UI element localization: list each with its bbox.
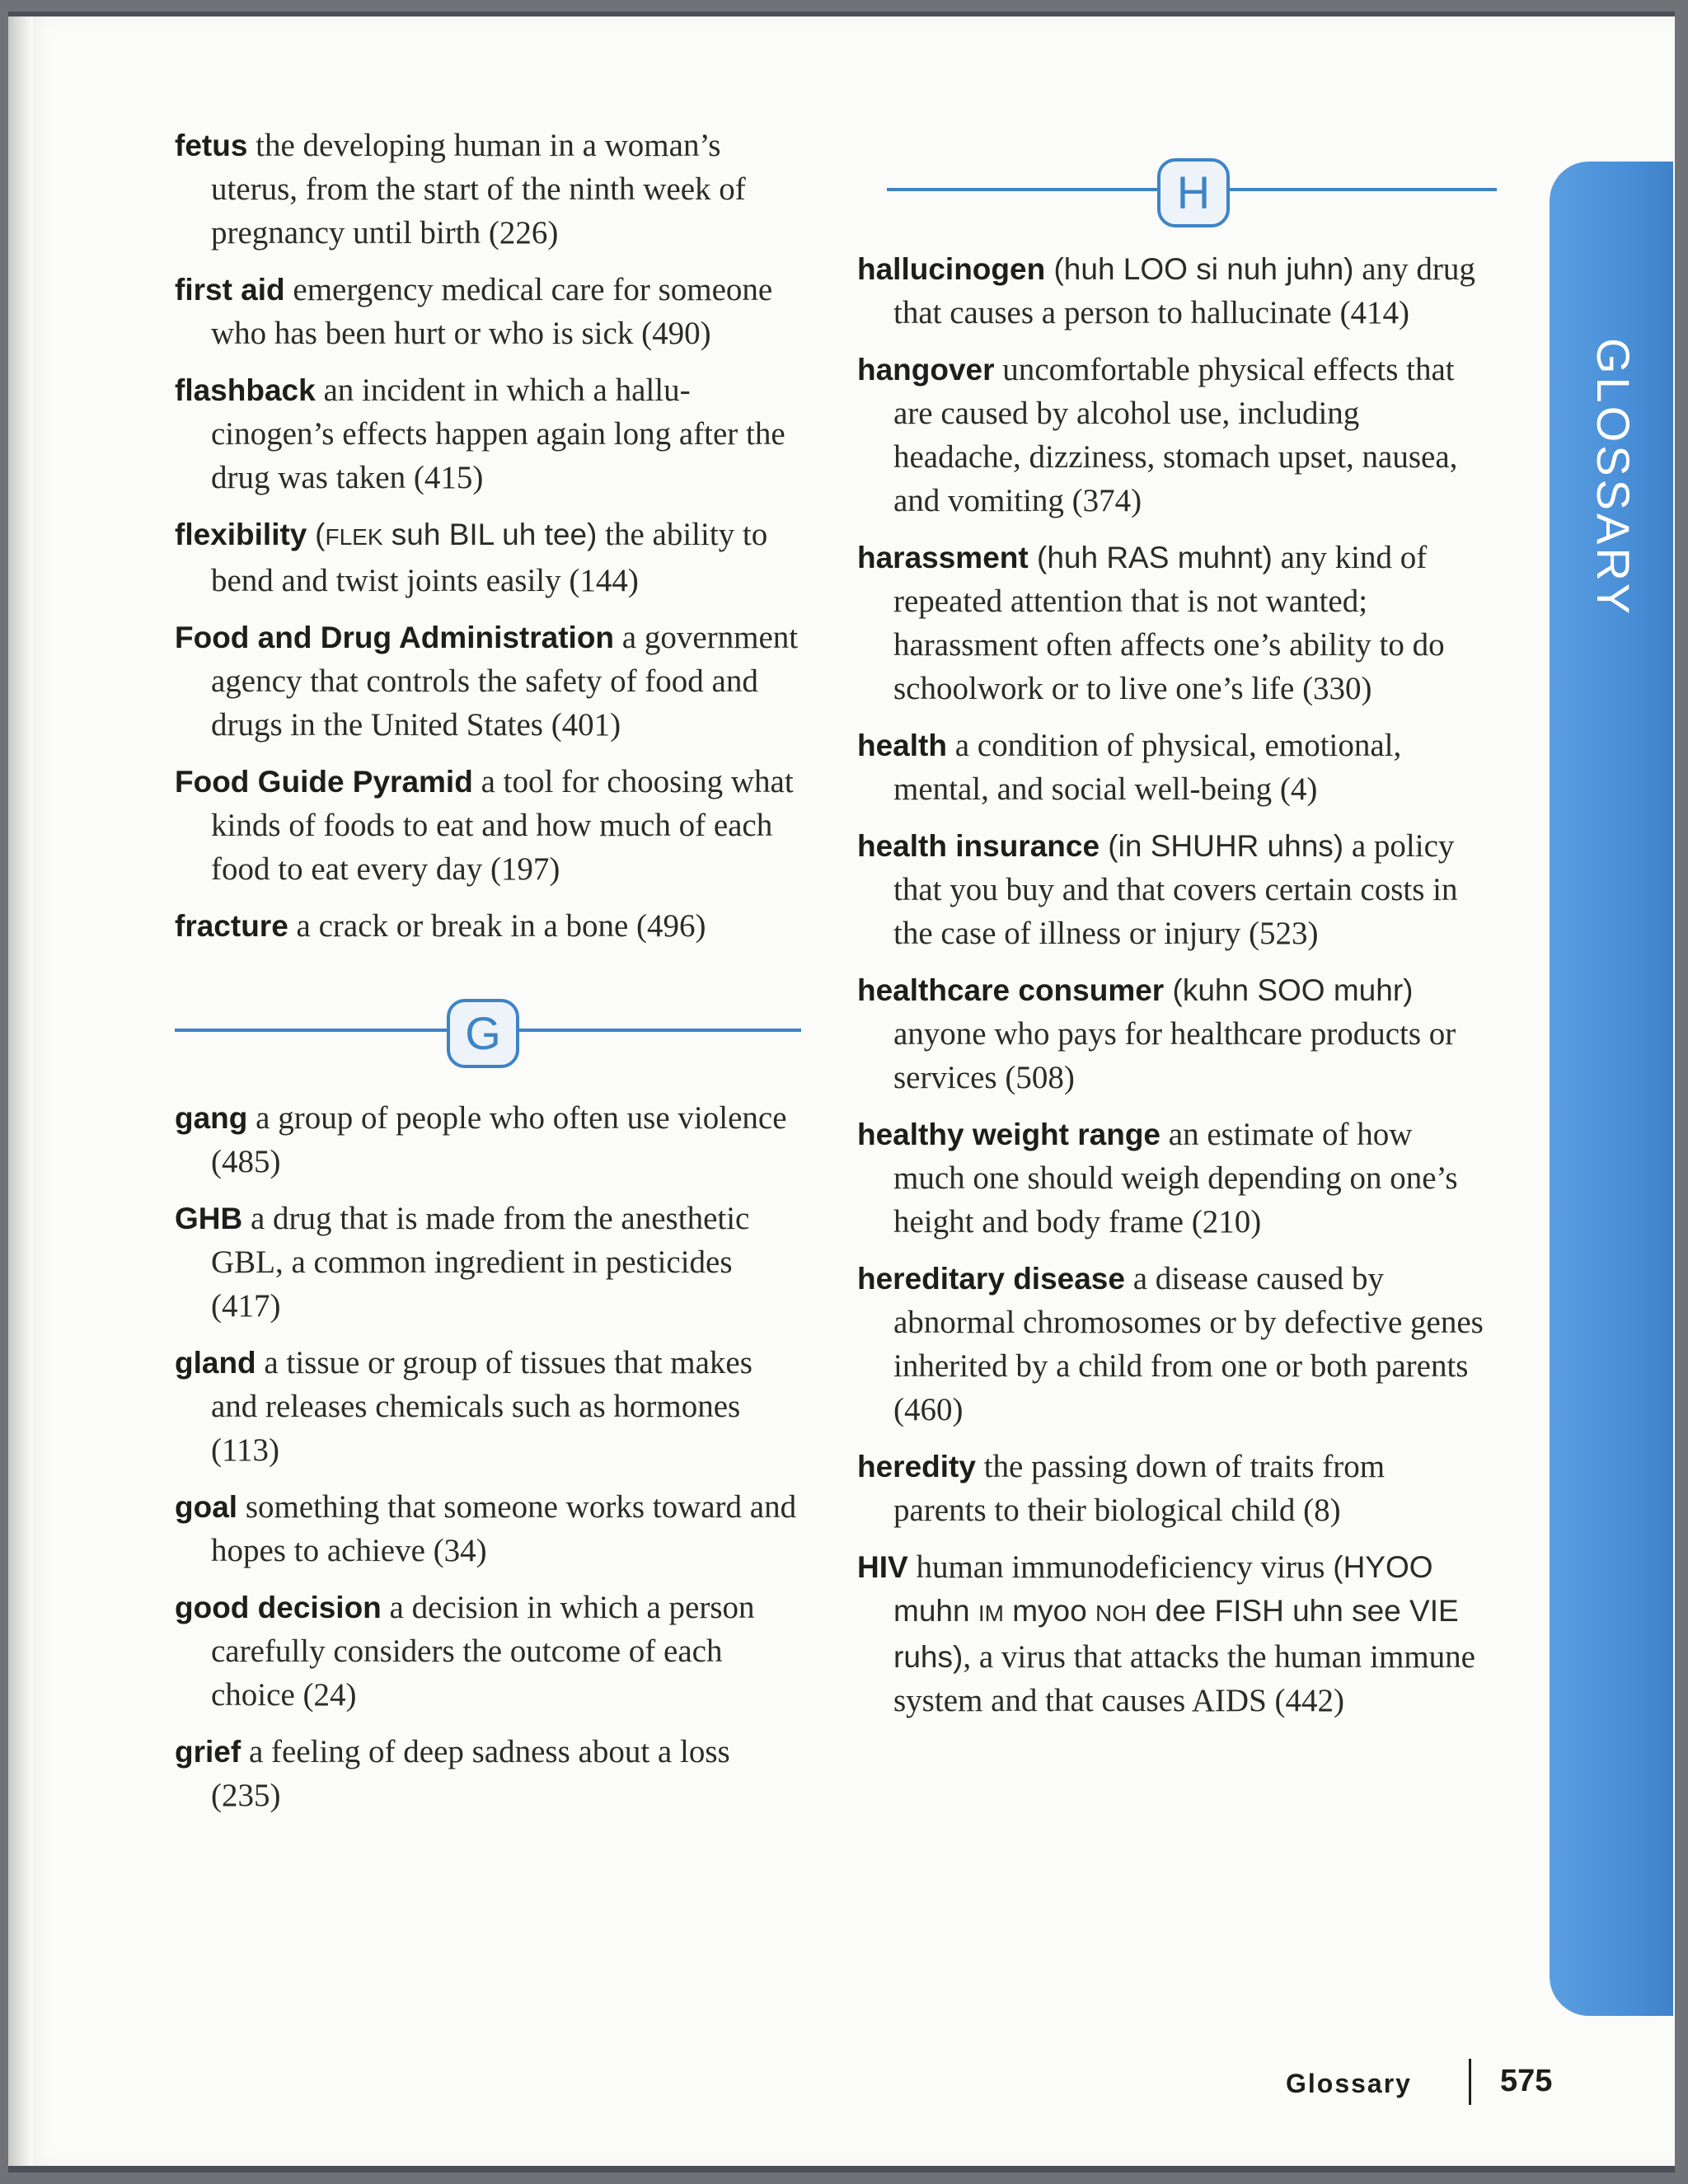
glossary-side-tab-label: GLOSSARY bbox=[1587, 338, 1639, 618]
letter-divider-g bbox=[175, 989, 801, 1071]
entry-term: hangover bbox=[857, 353, 995, 387]
pron-small-caps: IM bbox=[978, 1601, 1004, 1626]
entry-definition: a decision in which a person carefully considers the outcome of each choice (24) bbox=[211, 1590, 755, 1713]
entry-definition: a group of people who often use violence (485) bbox=[211, 1100, 787, 1179]
page-spine-shadow bbox=[8, 12, 33, 2172]
entry-definition: a condition of physical, emotional, mental, and social well-being (4) bbox=[893, 728, 1402, 807]
glossary-entry-gang bbox=[175, 1096, 801, 1183]
glossary-entry-hiv bbox=[857, 1545, 1484, 1722]
footer-separator bbox=[1469, 2059, 1471, 2105]
entry-term: harassment bbox=[857, 541, 1029, 574]
glossary-entry-health-insurance bbox=[857, 824, 1484, 955]
glossary-entry-grief bbox=[175, 1730, 801, 1817]
entry-definition: the passing down of traits from parents to their biological child (8) bbox=[893, 1449, 1386, 1528]
glossary-entry-hangover bbox=[857, 348, 1484, 523]
entry-term: flashback bbox=[175, 373, 316, 407]
entry-definition: an estimate of how much one should weigh depending on one’s height and body frame (210) bbox=[893, 1117, 1458, 1240]
entry-definition: a disease caused by abnormal chromosomes or by defective genes inherited by a child from one or both parents (460) bbox=[893, 1261, 1484, 1427]
entry-definition: a tool for choosing what kinds of foods to eat and how much of each food to eat every day (197) bbox=[211, 764, 794, 887]
entry-term: gang bbox=[175, 1101, 248, 1135]
entry-definition: a drug that is made from the anesthetic GBL, a common ingredient in pesticides (417) bbox=[211, 1201, 750, 1324]
footer-section-label: Glossary bbox=[1286, 2069, 1412, 2098]
pron-small-caps: FLEK bbox=[325, 524, 383, 550]
entry-definition: the ability to bend and twist joints easily (144) bbox=[211, 517, 768, 598]
glossary-entry-hallucinogen bbox=[857, 247, 1484, 335]
entry-definition: a policy that you buy and that covers certain costs in the case of illness or injury (523) bbox=[893, 828, 1458, 951]
glossary-entry-healthcare-consumer bbox=[857, 968, 1484, 1099]
entry-definition: a government agency that controls the safety of food and drugs in the United States (401) bbox=[211, 620, 799, 743]
entry-term: health insurance bbox=[857, 829, 1100, 863]
entry-definition: any drug that causes a person to hallucinate (414) bbox=[893, 251, 1475, 330]
glossary-entry-goal bbox=[175, 1485, 801, 1572]
page-top-edge bbox=[8, 12, 1675, 16]
entry-definition: the developing human in a woman’s uterus, from the start of the ninth week of pregnancy until birth (226) bbox=[211, 128, 746, 251]
glossary-entry-harassment bbox=[857, 536, 1484, 710]
entry-term: healthcare consumer bbox=[857, 973, 1165, 1007]
letter-divider-h bbox=[887, 148, 1497, 231]
glossary-entry-health bbox=[857, 724, 1484, 811]
entry-pronunciation: (kuhn SOO muhr) bbox=[1164, 973, 1414, 1007]
pron-text: myoo bbox=[1003, 1594, 1095, 1628]
entry-term: fetus bbox=[175, 129, 248, 162]
entry-definition: anyone who pays for healthcare products or services (508) bbox=[893, 1016, 1456, 1095]
entry-term: HIV bbox=[857, 1550, 908, 1584]
entry-definition: human immunodeficiency virus bbox=[907, 1549, 1334, 1585]
glossary-entry-fetus bbox=[175, 124, 801, 255]
entry-term: healthy weight range bbox=[857, 1118, 1161, 1151]
entry-term: fracture bbox=[175, 909, 288, 943]
glossary-entry-flashback bbox=[175, 368, 801, 499]
pron-text: (HYOO muhn bbox=[893, 1550, 1433, 1628]
entry-definition: , a virus that attacks the human immune system and that causes AIDS (442) bbox=[893, 1639, 1475, 1718]
glossary-entry-fracture bbox=[175, 904, 801, 948]
pron-small-caps: NOH bbox=[1095, 1601, 1147, 1626]
entry-definition: emergency medical care for someone who has been hurt or who is sick (490) bbox=[211, 272, 773, 351]
letter-badge-h: H bbox=[1157, 158, 1230, 227]
entry-pronunciation: (huh LOO si nuh juhn) bbox=[1045, 252, 1354, 286]
entry-pronunciation: (huh RAS muhnt) bbox=[1028, 541, 1273, 574]
entry-term: hereditary disease bbox=[857, 1262, 1125, 1296]
entry-definition: a tissue or group of tissues that makes and releases chemicals such as hormones (113) bbox=[211, 1345, 753, 1468]
letter-badge-g: G bbox=[447, 999, 519, 1068]
right-column bbox=[857, 247, 1484, 1736]
glossary-entry-ghb bbox=[175, 1197, 801, 1328]
entry-term: Food Guide Pyramid bbox=[175, 765, 473, 799]
glossary-entry-fda bbox=[175, 616, 801, 747]
glossary-entry-hereditary-disease bbox=[857, 1257, 1484, 1432]
page-bottom-edge bbox=[8, 2166, 1675, 2172]
entry-definition: an incident in which a hallucinogen’s effects happen again long after the drug was taken (415) bbox=[211, 373, 785, 495]
entry-term: hallucinogen bbox=[857, 252, 1046, 286]
left-column bbox=[175, 124, 801, 1830]
entry-term: grief bbox=[175, 1735, 241, 1769]
glossary-entry-food-guide-pyramid bbox=[175, 760, 801, 891]
entry-term: first aid bbox=[175, 273, 285, 307]
pron-text: dee FISH uhn see VIE ruhs) bbox=[893, 1594, 1459, 1674]
glossary-entry-gland bbox=[175, 1341, 801, 1472]
glossary-entry-good-decision bbox=[175, 1586, 801, 1717]
entry-definition: a crack or break in a bone (496) bbox=[288, 908, 706, 944]
entry-pronunciation: (FLEK suh BIL uh tee) bbox=[315, 518, 598, 551]
glossary-entry-first-aid bbox=[175, 268, 801, 355]
entry-definition: uncomfortable physical effects that are caused by alcohol use, including headache, dizziness, stomach upset, nausea, and vomiting (374) bbox=[893, 352, 1458, 518]
entry-term: GHB bbox=[175, 1202, 243, 1235]
pron-text: suh BIL uh tee) bbox=[382, 518, 598, 551]
entry-term: gland bbox=[175, 1346, 256, 1380]
entry-pronunciation: (in SHUHR uhns) bbox=[1100, 829, 1344, 863]
glossary-entry-heredity bbox=[857, 1445, 1484, 1532]
page-number: 575 bbox=[1500, 2064, 1553, 2098]
entry-definition: a feeling of deep sadness about a loss (235) bbox=[211, 1734, 730, 1813]
glossary-entry-flexibility bbox=[175, 513, 801, 602]
entry-term: heredity bbox=[857, 1450, 976, 1483]
entry-definition: something that someone works toward and hopes to achieve (34) bbox=[211, 1489, 797, 1568]
entry-term: Food and Drug Administration bbox=[175, 621, 615, 654]
entry-term: flexibility bbox=[175, 518, 307, 551]
entry-term: health bbox=[857, 729, 947, 762]
entry-definition: any kind of repeated attention that is not wanted; harassment often affects one’s ability to do schoolwork or to live one’s life (330) bbox=[893, 540, 1445, 706]
entry-term: good decision bbox=[175, 1591, 382, 1624]
entry-term: goal bbox=[175, 1490, 238, 1524]
glossary-entry-healthy-weight-range bbox=[857, 1113, 1484, 1244]
